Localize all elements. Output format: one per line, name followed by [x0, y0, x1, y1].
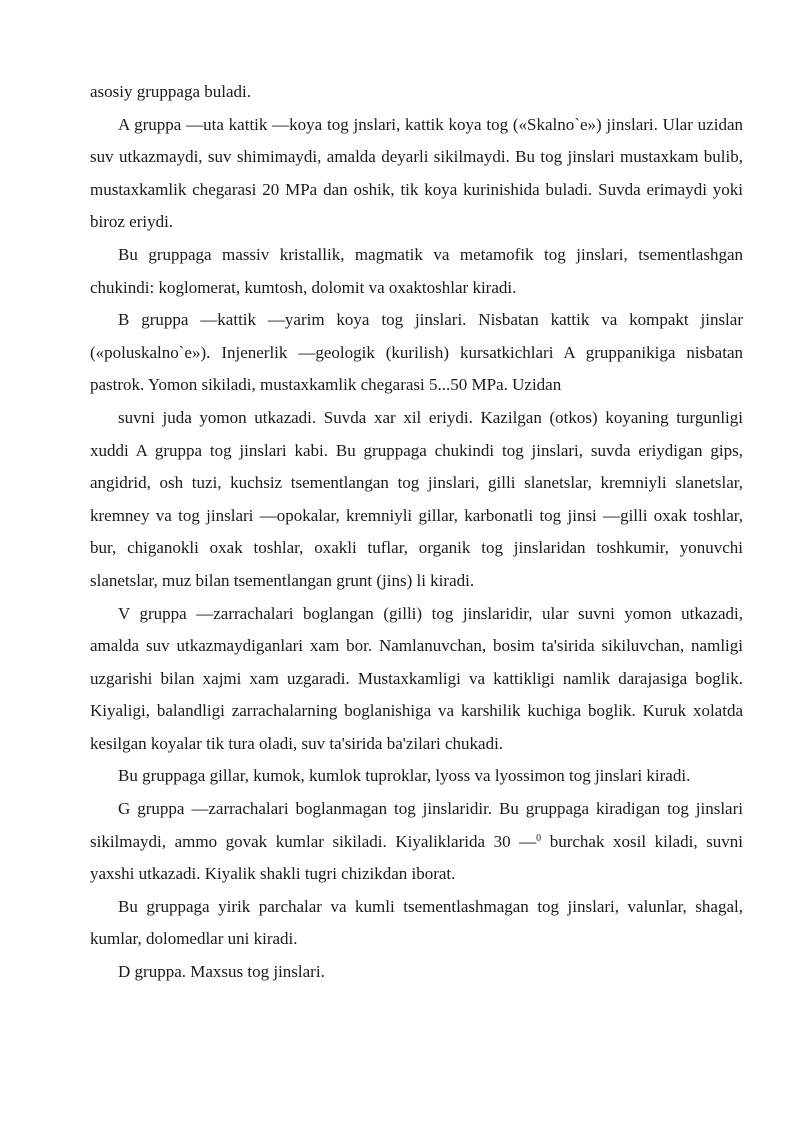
degree-superscript: 0 — [536, 832, 542, 844]
paragraph-group-a: A gruppa —uta kattik —koya tog jnslari, kattik koya tog («Skalno`e») jinslari. Ular uzidan suv utkazmaydi, suv shimimaydi, amalda deyarli sikilmaydi. Bu tog jinslari mustaxkam bulib, mustaxkamlik chegarasi 20 MPa dan oshik, tik koya kurinishida buladi. Suvda erimaydi yoki biroz eriydi. — [90, 114, 743, 232]
paragraph-group-v-rocks: Bu gruppaga gillar, kumok, kumlok tuproklar, lyoss va lyossimon tog jinslari kiradi. — [118, 766, 691, 786]
group-g-text-start: G gruppa —zarrachalari boglanmagan tog jinslaridir. Bu gruppaga kiradigan tog jinslari sikilmaydi, ammo govak kumlar sikiladi. Kiyaliklarida 30 — — [90, 799, 743, 851]
paragraph-continuation: asosiy gruppaga buladi. — [90, 82, 251, 101]
group-g-text-end: burchak xosil kiladi, suvni yaxshi utkazadi. Kiyalik shakli tugri chizikdan iborat. — [90, 831, 743, 884]
paragraph-group-a-rocks: Bu gruppaga massiv kristallik, magmatik va metamofik tog jinslari, tsementlashgan chukindi: koglomerat, kumtosh, dolomit va oxaktoshlar kiradi. — [90, 244, 743, 297]
paragraph-group-b: B gruppa —kattik —yarim koya tog jinslari. Nisbatan kattik va kompakt jinslar («poluskalno`e»). Injenerlik —geologik (kurilish) kursatkichlari A gruppanikiga nisbatan pastrok. Yomon sikiladi, mustaxkamlik chegarasi 5...50 MPa. Uzidan — [90, 310, 743, 395]
paragraph-group-v: V gruppa —zarrachalari boglangan (gilli) tog jinslaridir, ular suvni yomon utkazadi, amalda suv utkazmaydiganlari xam bor. Namlanuvchan, bosim ta'sirida sikiluvchan, namligi uzgarishi bilan xajmi xam uzgaradi. Mustaxkamligi va kattikligi namlik darajasiga boglik. Kiyaligi, balandligi zarrachalarning boglanishiga va karshilik kuchiga boglik. Kuruk xolatda kesilgan koyalar tik tura oladi, suv ta'sirida ba'zilari chukadi. — [90, 603, 743, 753]
paragraph-group-b-continued: suvni juda yomon utkazadi. Suvda xar xil eriydi. Kazilgan (otkos) koyaning turgunligi xuddi A gruppa tog jinslari kabi. Bu gruppaga chukindi tog jinslari, suvda eriydigan gips, angidrid, osh tuzi, kuchsiz tsementlangan tog jinslari, gilli slanetslar, kremniyli slanetslar, kremney va tog jinslari —opokalar, kremniyli gillar, karbonatli tog jinsi —gilli oxak toshlar, bur, chiganokli oxak toshlar, oxakli tuflar, organik tog jinslaridan toshkumir, yonuvchi slanetslar, muz bilan tsementlangan grunt (jins) li kiradi. — [90, 407, 743, 590]
document-page — [90, 76, 743, 989]
paragraph-group-d: D gruppa. Maxsus tog jinslari. — [118, 962, 325, 982]
paragraph-group-g-rocks: Bu gruppaga yirik parchalar va kumli tsementlashmagan tog jinslari, valunlar, shagal, kumlar, dolomedlar uni kiradi. — [90, 896, 743, 949]
paragraph-group-g — [90, 793, 743, 891]
